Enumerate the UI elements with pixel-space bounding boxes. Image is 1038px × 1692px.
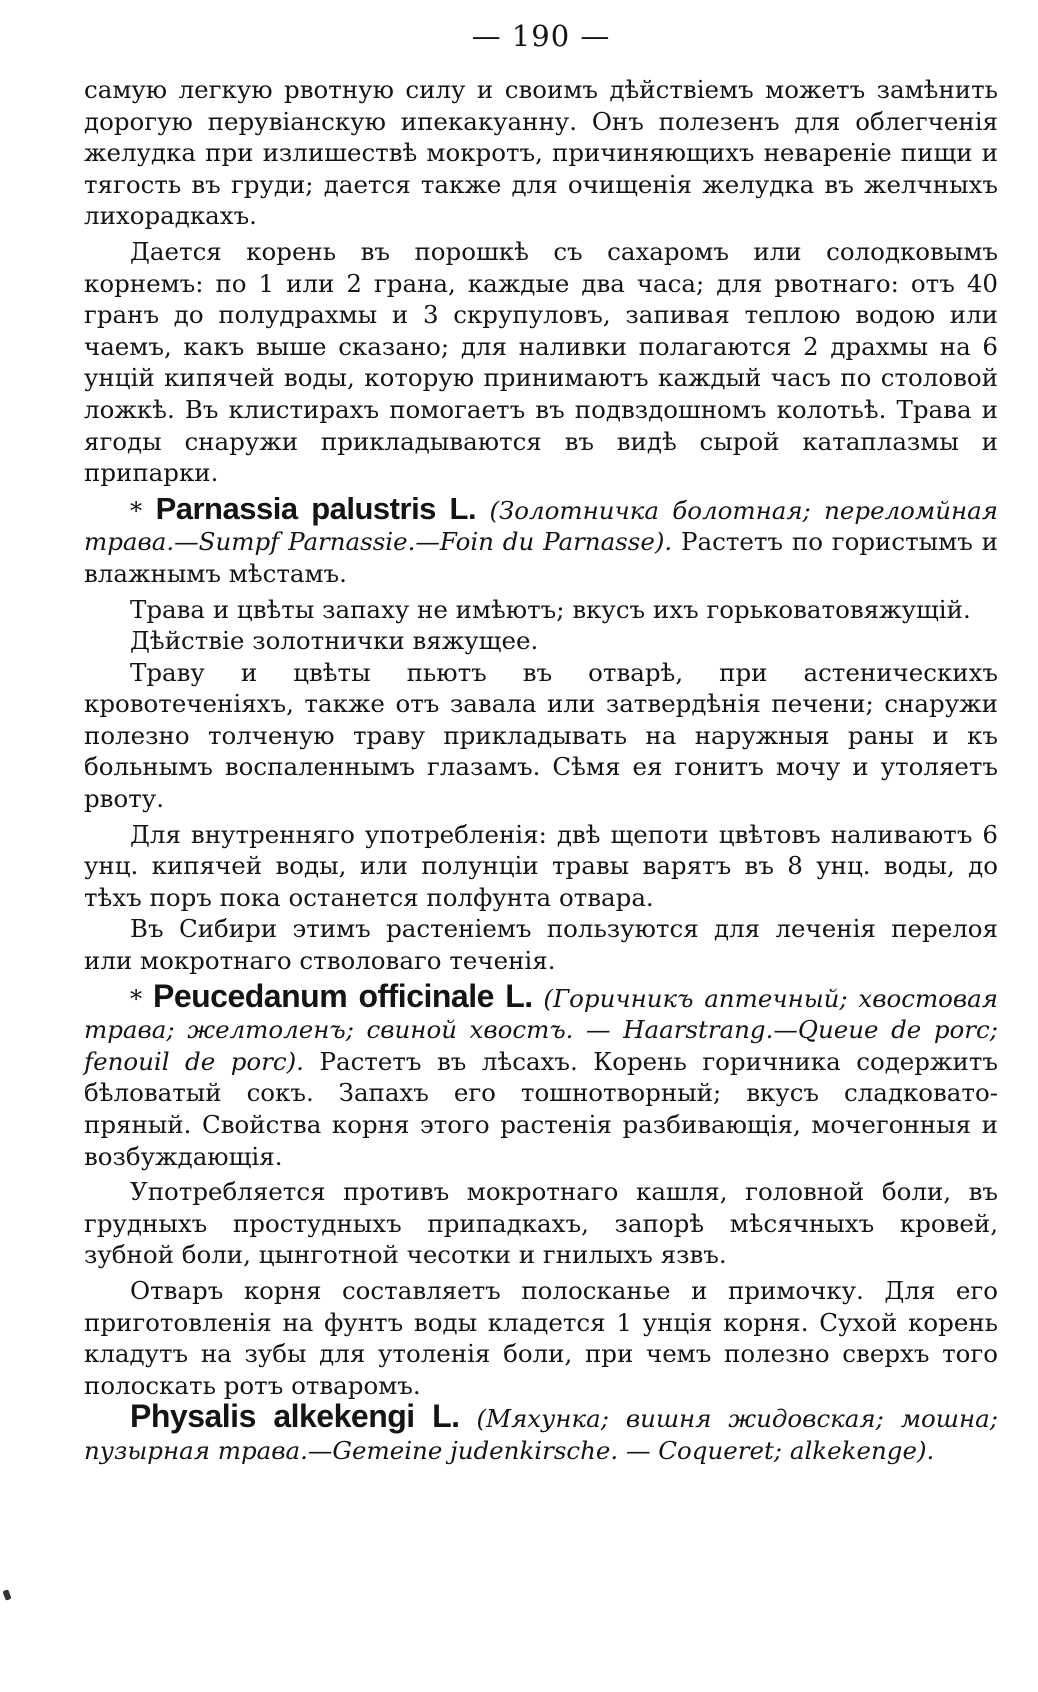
entry-common-names: (Золотничка болотная; переломйная трава.—Sumpf Parnassie.—Foin du Parnasse).: [84, 495, 998, 557]
paragraph-dosage: Дается корень въ порошкѣ съ сахаромъ или солодковымъ корнемъ: по 1 или 2 грана, каждые два часа; для рвотнаго: отъ 40 гранъ до полудрахмы и 3 скрупуловъ, запивая теплою водою или чаемъ, какъ выше сказано; для наливки полагаются 2 драхмы на 6 унцій кипячей воды, которую принимаютъ каждый часъ по столовой ложкѣ. Въ клистирахъ помогаетъ въ подвздошномъ колотьѣ. Трава и ягоды снаружи прикладываются въ видѣ сырой катаплазмы и припарки.: [84, 236, 998, 488]
entry-peucedanum-heading: [84, 977, 999, 1173]
entry-common-names: (Горичникъ аптечный; хвостовая трава; желтоленъ; свиной хвостъ. — Haarstrang.—Queue de porc; fenouil de porc).: [84, 983, 999, 1076]
entry-marker: *: [130, 495, 143, 525]
book-page: [84, 14, 998, 1467]
paragraph-parnassia-internal: Для внутренняго употребленія: двѣ щепоти цвѣтовъ наливаютъ 6 унц. кипячей воды, или полунціи травы варятъ въ 8 унц. воды, до тѣхъ поръ пока останется полфунта отвара.: [84, 819, 998, 912]
entry-latin-name: Peucedanum officinale L.: [152, 977, 533, 1014]
paragraph-parnassia-smell: Трава и цвѣты запаху не имѣютъ; вкусъ ихъ горьковатовяжущій.: [130, 594, 971, 624]
paragraph-ipecac-continuation: самую легкую рвотную силу и своимъ дѣйствіемъ можетъ замѣнить дорогую перувіанскую ипекакуанну. Онъ полезенъ для облегченія желудка при излишествѣ мокротъ, причиняющихъ невареніе пищи и тягость въ груди; дается также для очищенія желудка въ желчныхъ лихорадкахъ.: [84, 75, 998, 231]
paragraph-parnassia-use: Траву и цвѣты пьютъ въ отварѣ, при астеническихъ кровотеченіяхъ, также отъ завала или затвердѣнія печени; снаружи полезно толченую траву прикладывать на наружныя раны и къ больнымъ воспаленнымъ глазамъ. Сѣмя ея гонитъ мочу и утоляетъ рвоту.: [84, 657, 998, 814]
entry-latin-name: Parnassia palustris L.: [155, 490, 477, 526]
paragraph-parnassia-action: Дѣйствіе золотнички вяжущее.: [130, 626, 539, 656]
scan-speck: [2, 1589, 11, 1600]
entry-common-names: (Мяхунка; вишня жидовская; мошна; пузырная трава.—Gemeine judenkirsche. — Coqueret; alkekenge).: [84, 1404, 998, 1465]
entry-latin-name: Physalis alkekengi L.: [130, 1398, 460, 1435]
paragraph-peucedanum-use: Употребляется противъ мокротнаго кашля, головной боли, въ грудныхъ простудныхъ припадкахъ, запорѣ мѣсячныхъ кровей, зубной боли, цынготной чесотки и гнилыхъ язвъ.: [84, 1177, 998, 1270]
entry-physalis-heading: [84, 1398, 998, 1466]
entry-habitat: Растетъ по гористымъ и влажнымъ мѣстамъ.: [84, 527, 998, 588]
paragraph-parnassia-siberia: Въ Сибири этимъ растеніемъ пользуются для леченія перелоя или мокротнаго стволоваго теченія.: [84, 914, 998, 976]
entry-description: Растетъ въ лѣсахъ. Корень горичника содержитъ бѣловатый сокъ. Запахъ его тошнотворный; вкусъ сладковато-пряный. Свойства корня этого растенія разбивающія, мочегонныя и возбуждающія.: [84, 1046, 998, 1171]
page-number: — 190 —: [471, 19, 611, 53]
entry-parnassia-heading: [84, 490, 998, 590]
entry-marker: *: [130, 983, 143, 1013]
paragraph-peucedanum-decoction: Отваръ корня составляетъ полосканье и примочку. Для его приготовленія на фунтъ воды кладется 1 унція корня. Сухой корень кладутъ на зубы для утоленія боли, при чемъ полезно сверхъ того полоскать ротъ отваромъ.: [84, 1275, 998, 1400]
